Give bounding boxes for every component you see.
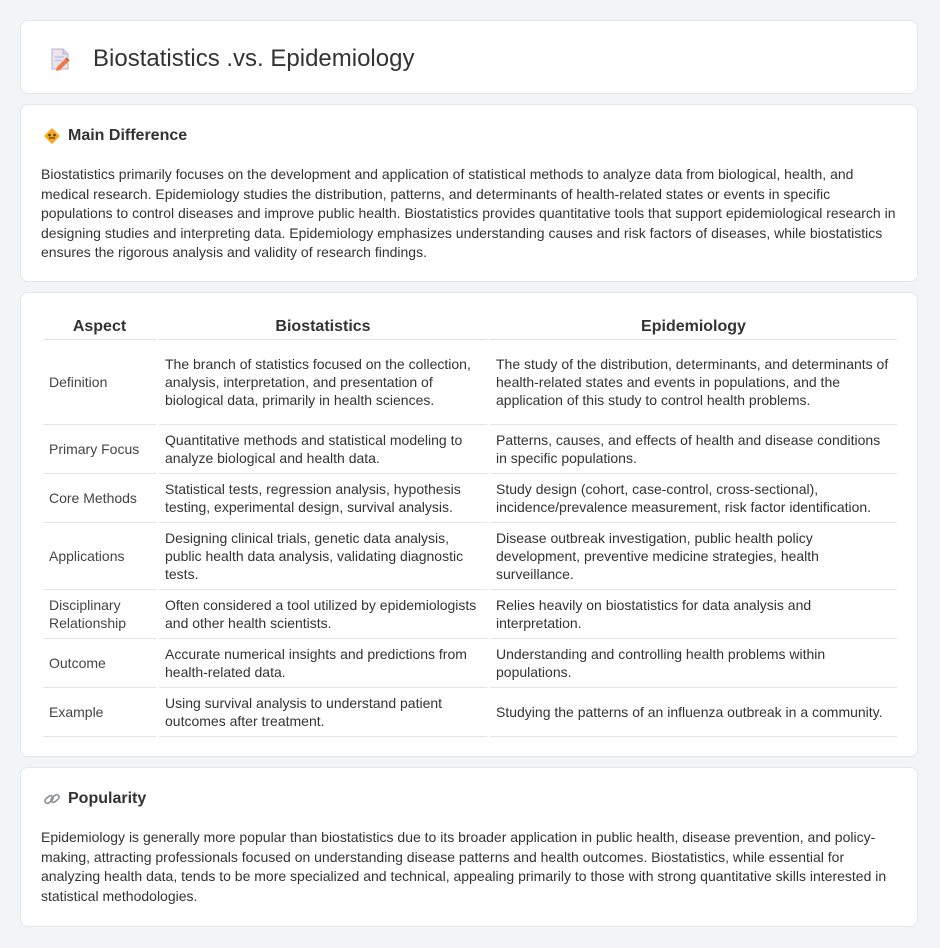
table-row (43, 639, 897, 688)
table-row (43, 474, 897, 523)
row-epidemiology: Studying the patterns of an influenza outbreak in a community. (489, 688, 898, 737)
row-aspect: Primary Focus (43, 425, 158, 474)
row-biostatistics: Designing clinical trials, genetic data analysis, public health data analysis, validating diagnostic tests. (158, 523, 489, 590)
row-biostatistics: Quantitative methods and statistical modeling to analyze biological and health data. (158, 425, 489, 474)
diamond-sign-icon (43, 127, 61, 145)
header-biostatistics: Biostatistics (158, 315, 489, 340)
row-biostatistics: Often considered a tool utilized by epidemiologists and other health scientists. (158, 590, 489, 639)
row-aspect: Disciplinary Relationship (43, 590, 158, 639)
document-pencil-icon (47, 46, 73, 72)
popularity-heading: Popularity (68, 790, 147, 807)
row-epidemiology: Patterns, causes, and effects of health and disease conditions in specific populations. (489, 425, 898, 474)
main-difference-card (20, 104, 918, 282)
comparison-card (20, 292, 918, 757)
popularity-header (43, 790, 146, 808)
comparison-table (43, 315, 897, 737)
row-aspect: Example (43, 688, 158, 737)
row-aspect: Applications (43, 523, 158, 590)
header-epidemiology: Epidemiology (489, 315, 898, 340)
table-row (43, 425, 897, 474)
row-epidemiology: The study of the distribution, determinants, and determinants of health-related states and events in populations, and the application of this study to control health problems. (489, 340, 898, 425)
popularity-card (20, 767, 918, 927)
row-epidemiology: Study design (cohort, case-control, cross-sectional), incidence/prevalence measurement, risk factor identification. (489, 474, 898, 523)
row-epidemiology: Disease outbreak investigation, public health policy development, preventive medicine strategies, health surveillance. (489, 523, 898, 590)
main-difference-header (43, 127, 187, 145)
title-card (20, 20, 918, 94)
row-epidemiology: Understanding and controlling health problems within populations. (489, 639, 898, 688)
page-title: Biostatistics .vs. Epidemiology (93, 45, 415, 72)
table-header-row (43, 315, 897, 340)
table-row (43, 590, 897, 639)
title-row (47, 45, 414, 73)
main-difference-text: Biostatistics primarily focuses on the development and application of statistical methods to analyze data from biological, health, and medical research. Epidemiology studies the distribution, patterns, and determinants of health-related states or events in specific populations to control diseases and improve public health. Biostatistics provides quantitative tools that support epidemiological research in designing studies and interpreting data. Epidemiology emphasizes understanding causes and risk factors of diseases, while biostatistics ensures the rigorous analysis and validity of research findings. (41, 166, 896, 261)
row-aspect: Definition (43, 340, 158, 425)
table-row (43, 340, 897, 425)
popularity-text: Epidemiology is generally more popular than biostatistics due to its broader application in public health, disease prevention, and policy-making, attracting professionals focused on understanding disease patterns and health outcomes. Biostatistics, while essential for analyzing health data, tends to be more specialized and technical, appealing primarily to those with strong quantitative skills interested in statistical methodologies. (41, 829, 887, 904)
row-aspect: Outcome (43, 639, 158, 688)
header-aspect: Aspect (43, 315, 158, 340)
table-row (43, 523, 897, 590)
main-difference-heading: Main Difference (68, 127, 188, 144)
row-aspect: Core Methods (43, 474, 158, 523)
row-biostatistics: Accurate numerical insights and predictions from health-related data. (158, 639, 489, 688)
link-icon (43, 790, 61, 808)
row-epidemiology: Relies heavily on biostatistics for data analysis and interpretation. (489, 590, 898, 639)
table-row (43, 688, 897, 737)
row-biostatistics: Statistical tests, regression analysis, hypothesis testing, experimental design, survival analysis. (158, 474, 489, 523)
row-biostatistics: Using survival analysis to understand patient outcomes after treatment. (158, 688, 489, 737)
row-biostatistics: The branch of statistics focused on the collection, analysis, interpretation, and presentation of biological data, primarily in health sciences. (158, 340, 489, 425)
